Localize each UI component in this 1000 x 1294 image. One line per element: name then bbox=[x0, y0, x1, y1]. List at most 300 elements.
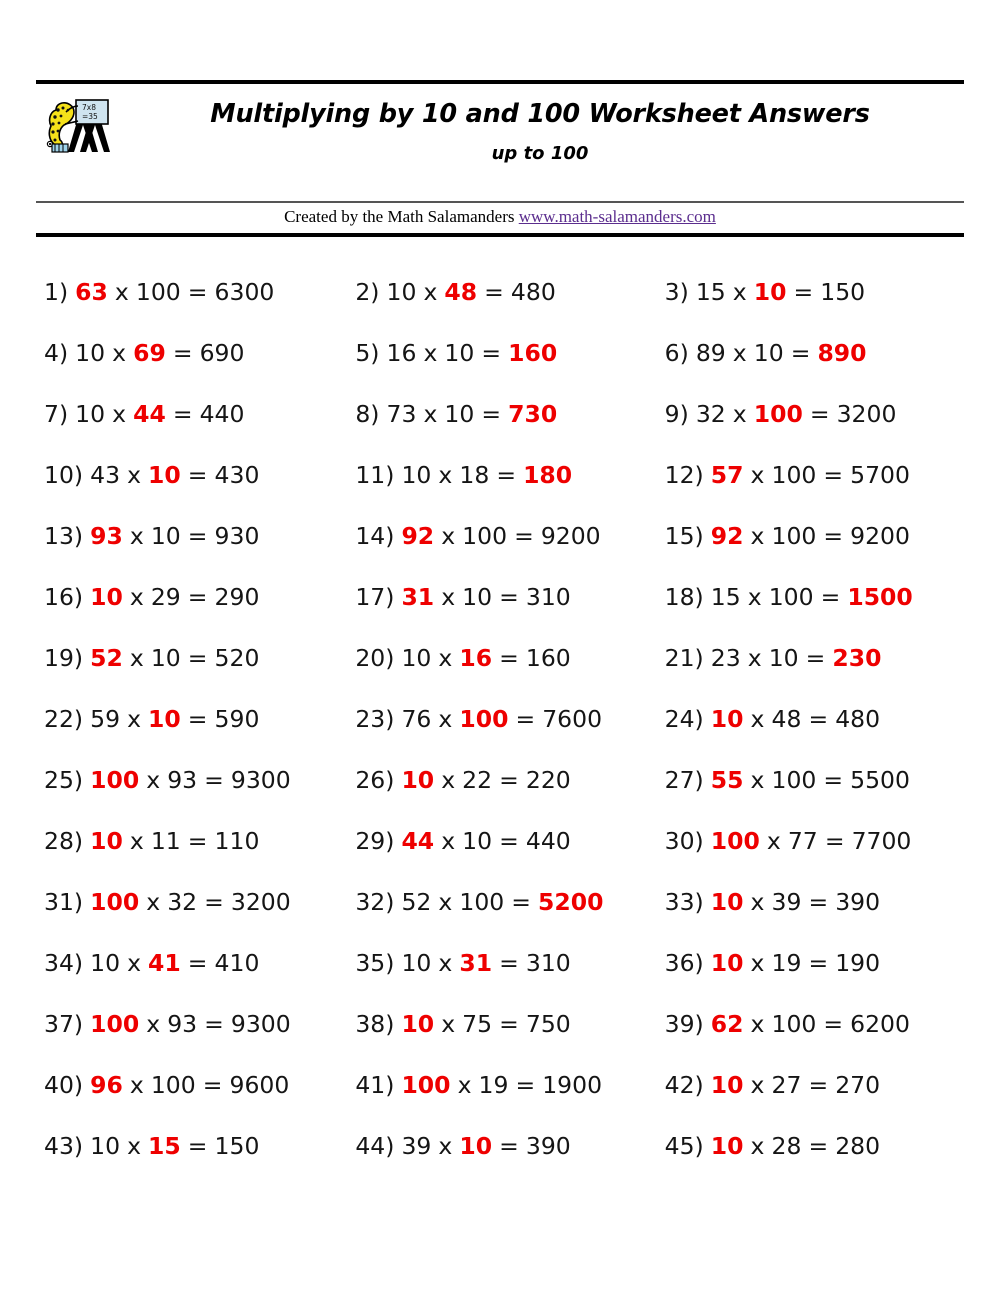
operand-2: 19 bbox=[771, 948, 802, 977]
operand-1: 52 bbox=[401, 887, 432, 916]
result: 9200 bbox=[540, 521, 601, 550]
equals-symbol: = bbox=[481, 338, 502, 367]
credit-text: Created by the Math Salamanders bbox=[284, 207, 519, 226]
problem-number: 35) bbox=[355, 948, 395, 977]
result: 480 bbox=[835, 704, 881, 733]
result: 430 bbox=[214, 460, 260, 489]
operand-2: 100 bbox=[771, 460, 817, 489]
multiply-symbol: x bbox=[114, 277, 129, 306]
operand-1: 43 bbox=[90, 460, 121, 489]
equals-symbol: = bbox=[808, 704, 829, 733]
equals-symbol: = bbox=[820, 582, 841, 611]
operand-2: 28 bbox=[771, 1131, 802, 1160]
equals-symbol: = bbox=[187, 460, 208, 489]
multiply-symbol: x bbox=[750, 765, 765, 794]
operand-1: 10 bbox=[75, 338, 106, 367]
problem-number: 33) bbox=[664, 887, 704, 916]
operand-2: 100 bbox=[135, 277, 181, 306]
multiply-symbol: x bbox=[441, 826, 456, 855]
operand-1: 10 bbox=[710, 1070, 744, 1099]
multiply-symbol: x bbox=[441, 521, 456, 550]
problem-29 bbox=[355, 826, 664, 855]
multiply-symbol: x bbox=[732, 399, 747, 428]
problem-28 bbox=[36, 826, 355, 855]
problem-number: 17) bbox=[355, 582, 395, 611]
equals-symbol: = bbox=[204, 1009, 224, 1038]
operand-1: 52 bbox=[90, 643, 123, 672]
operand-2: 100 bbox=[459, 704, 509, 733]
result: 440 bbox=[199, 399, 245, 428]
problem-number: 30) bbox=[664, 826, 704, 855]
problem-36 bbox=[664, 948, 964, 977]
multiply-symbol: x bbox=[750, 1009, 765, 1038]
operand-1: 10 bbox=[710, 948, 744, 977]
multiply-symbol: x bbox=[112, 399, 127, 428]
problem-row bbox=[36, 933, 964, 994]
operand-1: 100 bbox=[90, 765, 140, 794]
operand-2: 22 bbox=[462, 765, 493, 794]
result: 1500 bbox=[847, 582, 913, 611]
result: 5200 bbox=[538, 887, 604, 916]
problem-number: 32) bbox=[355, 887, 395, 916]
result: 220 bbox=[525, 765, 571, 794]
equals-symbol: = bbox=[187, 826, 208, 855]
result: 7700 bbox=[851, 826, 912, 855]
operand-1: 15 bbox=[695, 277, 726, 306]
operand-2: 100 bbox=[768, 582, 814, 611]
operand-2: 10 bbox=[150, 521, 181, 550]
operand-2: 48 bbox=[771, 704, 802, 733]
operand-2: 16 bbox=[459, 643, 493, 672]
equals-symbol: = bbox=[823, 460, 844, 489]
multiply-symbol: x bbox=[438, 887, 453, 916]
multiply-symbol: x bbox=[129, 826, 144, 855]
problem-number: 9) bbox=[664, 399, 689, 428]
result: 270 bbox=[835, 1070, 881, 1099]
multiply-symbol: x bbox=[750, 948, 765, 977]
equals-symbol: = bbox=[499, 826, 519, 855]
result: 190 bbox=[835, 948, 881, 977]
multiply-symbol: x bbox=[441, 582, 456, 611]
problem-33 bbox=[664, 887, 964, 916]
operand-1: 10 bbox=[90, 948, 121, 977]
problem-grid bbox=[36, 262, 964, 1177]
equals-symbol: = bbox=[515, 704, 536, 733]
operand-1: 16 bbox=[386, 338, 417, 367]
multiply-symbol: x bbox=[766, 826, 781, 855]
multiply-symbol: x bbox=[750, 460, 765, 489]
problem-row bbox=[36, 994, 964, 1055]
multiply-symbol: x bbox=[127, 1131, 141, 1160]
equals-symbol: = bbox=[172, 399, 193, 428]
problem-number: 14) bbox=[355, 521, 395, 550]
result: 150 bbox=[214, 1131, 260, 1160]
multiply-symbol: x bbox=[127, 948, 141, 977]
operand-1: 44 bbox=[401, 826, 435, 855]
operand-2: 93 bbox=[167, 765, 198, 794]
problem-row bbox=[36, 506, 964, 567]
equals-symbol: = bbox=[790, 338, 811, 367]
result: 1900 bbox=[542, 1070, 603, 1099]
operand-2: 100 bbox=[771, 1009, 817, 1038]
operand-2: 15 bbox=[148, 1131, 181, 1160]
multiply-symbol: x bbox=[129, 521, 144, 550]
problem-23 bbox=[355, 704, 664, 733]
problem-number: 37) bbox=[44, 1009, 84, 1038]
problem-number: 8) bbox=[355, 399, 380, 428]
equals-symbol: = bbox=[824, 826, 845, 855]
operand-2: 100 bbox=[771, 521, 817, 550]
operand-2: 77 bbox=[787, 826, 818, 855]
operand-2: 75 bbox=[462, 1009, 493, 1038]
problem-7 bbox=[36, 399, 355, 428]
equals-symbol: = bbox=[808, 887, 829, 916]
problem-number: 44) bbox=[355, 1131, 395, 1160]
equals-symbol: = bbox=[187, 1131, 208, 1160]
result: 9300 bbox=[230, 1009, 291, 1038]
operand-2: 27 bbox=[771, 1070, 802, 1099]
problem-row bbox=[36, 689, 964, 750]
multiply-symbol: x bbox=[747, 643, 762, 672]
operand-2: 41 bbox=[148, 948, 181, 977]
equals-symbol: = bbox=[484, 277, 504, 306]
operand-1: 10 bbox=[75, 399, 106, 428]
problem-number: 29) bbox=[355, 826, 395, 855]
result: 750 bbox=[525, 1009, 571, 1038]
problem-6 bbox=[664, 338, 964, 367]
result: 390 bbox=[835, 887, 881, 916]
problem-24 bbox=[664, 704, 964, 733]
operand-1: 62 bbox=[710, 1009, 744, 1038]
equals-symbol: = bbox=[808, 948, 829, 977]
multiply-symbol: x bbox=[438, 460, 453, 489]
problem-number: 40) bbox=[44, 1070, 84, 1099]
problem-30 bbox=[664, 826, 964, 855]
result: 9600 bbox=[229, 1070, 290, 1099]
problem-number: 43) bbox=[44, 1131, 84, 1160]
problem-number: 39) bbox=[664, 1009, 704, 1038]
operand-1: 73 bbox=[386, 399, 417, 428]
equals-symbol: = bbox=[515, 1070, 536, 1099]
problem-45 bbox=[664, 1131, 964, 1160]
credit-line bbox=[36, 207, 964, 227]
problem-26 bbox=[355, 765, 664, 794]
equals-symbol: = bbox=[823, 765, 844, 794]
problem-row bbox=[36, 1055, 964, 1116]
multiply-symbol: x bbox=[438, 704, 453, 733]
equals-symbol: = bbox=[823, 1009, 844, 1038]
equals-symbol: = bbox=[187, 948, 208, 977]
equals-symbol: = bbox=[187, 643, 208, 672]
multiply-symbol: x bbox=[750, 1070, 765, 1099]
operand-2: 100 bbox=[459, 887, 505, 916]
equals-symbol: = bbox=[187, 277, 208, 306]
equals-symbol: = bbox=[499, 582, 519, 611]
problem-row bbox=[36, 811, 964, 872]
problem-19 bbox=[36, 643, 355, 672]
problem-18 bbox=[664, 582, 964, 611]
multiply-symbol: x bbox=[129, 582, 144, 611]
problem-number: 4) bbox=[44, 338, 69, 367]
problem-number: 19) bbox=[44, 643, 84, 672]
operand-2: 10 bbox=[462, 582, 493, 611]
equals-symbol: = bbox=[809, 399, 830, 428]
equals-symbol: = bbox=[204, 765, 224, 794]
problem-14 bbox=[355, 521, 664, 550]
problem-row bbox=[36, 750, 964, 811]
result: 160 bbox=[525, 643, 571, 672]
operand-2: 11 bbox=[150, 826, 181, 855]
problem-35 bbox=[355, 948, 664, 977]
operand-1: 93 bbox=[90, 521, 123, 550]
operand-1: 57 bbox=[710, 460, 744, 489]
problem-row bbox=[36, 872, 964, 933]
operand-1: 10 bbox=[386, 277, 417, 306]
problem-number: 10) bbox=[44, 460, 84, 489]
multiply-symbol: x bbox=[750, 1131, 765, 1160]
operand-1: 100 bbox=[90, 1009, 140, 1038]
operand-2: 10 bbox=[444, 399, 475, 428]
result: 410 bbox=[214, 948, 260, 977]
operand-1: 63 bbox=[75, 277, 108, 306]
problem-39 bbox=[664, 1009, 964, 1038]
problem-row bbox=[36, 628, 964, 689]
operand-1: 10 bbox=[401, 460, 432, 489]
problem-number: 5) bbox=[355, 338, 380, 367]
operand-2: 100 bbox=[771, 765, 817, 794]
result: 930 bbox=[214, 521, 260, 550]
multiply-symbol: x bbox=[423, 277, 438, 306]
equals-symbol: = bbox=[187, 704, 208, 733]
page-subtitle: up to 100 bbox=[491, 143, 589, 165]
multiply-symbol: x bbox=[146, 765, 161, 794]
result: 730 bbox=[508, 399, 558, 428]
operand-2: 10 bbox=[148, 704, 181, 733]
operand-1: 10 bbox=[710, 1131, 744, 1160]
problem-row bbox=[36, 1116, 964, 1177]
problem-12 bbox=[664, 460, 964, 489]
operand-2: 69 bbox=[133, 338, 166, 367]
equals-symbol: = bbox=[793, 277, 814, 306]
math-salamanders-link[interactable]: www.math-salamanders.com bbox=[518, 207, 716, 226]
multiply-symbol: x bbox=[438, 948, 453, 977]
multiply-symbol: x bbox=[438, 1131, 453, 1160]
problem-5 bbox=[355, 338, 664, 367]
problem-number: 7) bbox=[44, 399, 69, 428]
problem-number: 42) bbox=[664, 1070, 704, 1099]
title-block bbox=[156, 100, 924, 164]
problem-8 bbox=[355, 399, 664, 428]
operand-1: 92 bbox=[401, 521, 435, 550]
result: 9200 bbox=[850, 521, 910, 550]
problem-13 bbox=[36, 521, 355, 550]
problem-number: 3) bbox=[664, 277, 689, 306]
result: 180 bbox=[523, 460, 573, 489]
operand-2: 48 bbox=[444, 277, 478, 306]
problem-row bbox=[36, 384, 964, 445]
multiply-symbol: x bbox=[129, 1070, 144, 1099]
operand-2: 100 bbox=[462, 521, 508, 550]
result: 6200 bbox=[850, 1009, 910, 1038]
operand-2: 39 bbox=[771, 887, 802, 916]
equals-symbol: = bbox=[187, 521, 208, 550]
problem-number: 31) bbox=[44, 887, 84, 916]
operand-1: 100 bbox=[710, 826, 760, 855]
problem-1 bbox=[36, 277, 355, 306]
problem-number: 2) bbox=[355, 277, 380, 306]
operand-2: 10 bbox=[462, 826, 493, 855]
result: 590 bbox=[214, 704, 260, 733]
operand-1: 10 bbox=[90, 1131, 121, 1160]
operand-1: 15 bbox=[710, 582, 741, 611]
multiply-symbol: x bbox=[129, 643, 144, 672]
problem-number: 36) bbox=[664, 948, 704, 977]
problem-22 bbox=[36, 704, 355, 733]
operand-2: 29 bbox=[150, 582, 181, 611]
operand-1: 23 bbox=[710, 643, 741, 672]
multiply-symbol: x bbox=[438, 643, 453, 672]
result: 150 bbox=[820, 277, 866, 306]
equals-symbol: = bbox=[808, 1070, 829, 1099]
problem-34 bbox=[36, 948, 355, 977]
operand-1: 39 bbox=[401, 1131, 432, 1160]
multiply-symbol: x bbox=[457, 1070, 472, 1099]
multiply-symbol: x bbox=[423, 399, 438, 428]
operand-1: 55 bbox=[710, 765, 744, 794]
multiply-symbol: x bbox=[750, 521, 765, 550]
result: 310 bbox=[525, 948, 571, 977]
problem-number: 18) bbox=[664, 582, 704, 611]
problem-17 bbox=[355, 582, 664, 611]
problem-number: 15) bbox=[664, 521, 704, 550]
operand-1: 10 bbox=[401, 1009, 435, 1038]
result: 290 bbox=[214, 582, 260, 611]
equals-symbol: = bbox=[496, 460, 517, 489]
equals-symbol: = bbox=[499, 948, 519, 977]
result: 690 bbox=[199, 338, 245, 367]
worksheet-header bbox=[36, 86, 964, 198]
problem-9 bbox=[664, 399, 964, 428]
operand-1: 10 bbox=[401, 643, 432, 672]
problem-number: 16) bbox=[44, 582, 84, 611]
problem-37 bbox=[36, 1009, 355, 1038]
operand-1: 59 bbox=[90, 704, 121, 733]
equals-symbol: = bbox=[499, 1131, 519, 1160]
problem-number: 13) bbox=[44, 521, 84, 550]
operand-1: 10 bbox=[710, 887, 744, 916]
operand-2: 10 bbox=[148, 460, 181, 489]
equals-symbol: = bbox=[808, 1131, 829, 1160]
operand-2: 18 bbox=[459, 460, 490, 489]
problem-32 bbox=[355, 887, 664, 916]
operand-1: 89 bbox=[695, 338, 726, 367]
operand-1: 92 bbox=[710, 521, 744, 550]
problem-3 bbox=[664, 277, 964, 306]
multiply-symbol: x bbox=[112, 338, 127, 367]
problem-row bbox=[36, 445, 964, 506]
equals-symbol: = bbox=[172, 338, 193, 367]
operand-2: 10 bbox=[753, 338, 784, 367]
multiply-symbol: x bbox=[146, 887, 161, 916]
result: 3200 bbox=[836, 399, 897, 428]
multiply-symbol: x bbox=[732, 277, 747, 306]
operand-1: 100 bbox=[90, 887, 140, 916]
result: 3200 bbox=[230, 887, 291, 916]
result: 160 bbox=[508, 338, 558, 367]
result: 390 bbox=[525, 1131, 571, 1160]
problem-31 bbox=[36, 887, 355, 916]
problem-number: 41) bbox=[355, 1070, 395, 1099]
operand-2: 100 bbox=[753, 399, 803, 428]
multiply-symbol: x bbox=[441, 765, 456, 794]
problem-number: 45) bbox=[664, 1131, 704, 1160]
operand-1: 10 bbox=[401, 765, 435, 794]
problem-number: 20) bbox=[355, 643, 395, 672]
operand-1: 76 bbox=[401, 704, 432, 733]
problem-number: 12) bbox=[664, 460, 704, 489]
equals-symbol: = bbox=[805, 643, 826, 672]
result: 520 bbox=[214, 643, 260, 672]
operand-2: 31 bbox=[459, 948, 493, 977]
page-title: Multiplying by 10 and 100 Worksheet Answers bbox=[210, 99, 870, 129]
equals-symbol: = bbox=[187, 582, 208, 611]
problem-2 bbox=[355, 277, 664, 306]
problem-number: 21) bbox=[664, 643, 704, 672]
result: 110 bbox=[214, 826, 260, 855]
result: 5500 bbox=[850, 765, 910, 794]
equals-symbol: = bbox=[499, 643, 519, 672]
problem-number: 28) bbox=[44, 826, 84, 855]
result: 7600 bbox=[542, 704, 603, 733]
problem-number: 38) bbox=[355, 1009, 395, 1038]
problem-27 bbox=[664, 765, 964, 794]
operand-1: 10 bbox=[401, 948, 432, 977]
operand-2: 10 bbox=[459, 1131, 493, 1160]
operand-2: 10 bbox=[444, 338, 475, 367]
equals-symbol: = bbox=[204, 887, 224, 916]
equals-symbol: = bbox=[499, 1009, 519, 1038]
problem-10 bbox=[36, 460, 355, 489]
problem-number: 34) bbox=[44, 948, 84, 977]
problem-number: 27) bbox=[664, 765, 704, 794]
operand-2: 44 bbox=[133, 399, 166, 428]
problem-38 bbox=[355, 1009, 664, 1038]
problem-number: 26) bbox=[355, 765, 395, 794]
equals-symbol: = bbox=[499, 765, 519, 794]
problem-41 bbox=[355, 1070, 664, 1099]
result: 9300 bbox=[230, 765, 291, 794]
multiply-symbol: x bbox=[127, 704, 141, 733]
problem-4 bbox=[36, 338, 355, 367]
problem-20 bbox=[355, 643, 664, 672]
operand-2: 10 bbox=[768, 643, 799, 672]
problem-number: 25) bbox=[44, 765, 84, 794]
operand-2: 10 bbox=[753, 277, 787, 306]
svg-text:=35: =35 bbox=[82, 112, 98, 121]
multiply-symbol: x bbox=[732, 338, 747, 367]
result: 480 bbox=[510, 277, 556, 306]
problem-16 bbox=[36, 582, 355, 611]
operand-2: 100 bbox=[150, 1070, 196, 1099]
equals-symbol: = bbox=[823, 521, 844, 550]
header-bottom-rule bbox=[36, 233, 964, 237]
operand-2: 32 bbox=[167, 887, 198, 916]
equals-symbol: = bbox=[481, 399, 502, 428]
problem-21 bbox=[664, 643, 964, 672]
equals-symbol: = bbox=[511, 887, 531, 916]
multiply-symbol: x bbox=[146, 1009, 161, 1038]
multiply-symbol: x bbox=[423, 338, 438, 367]
